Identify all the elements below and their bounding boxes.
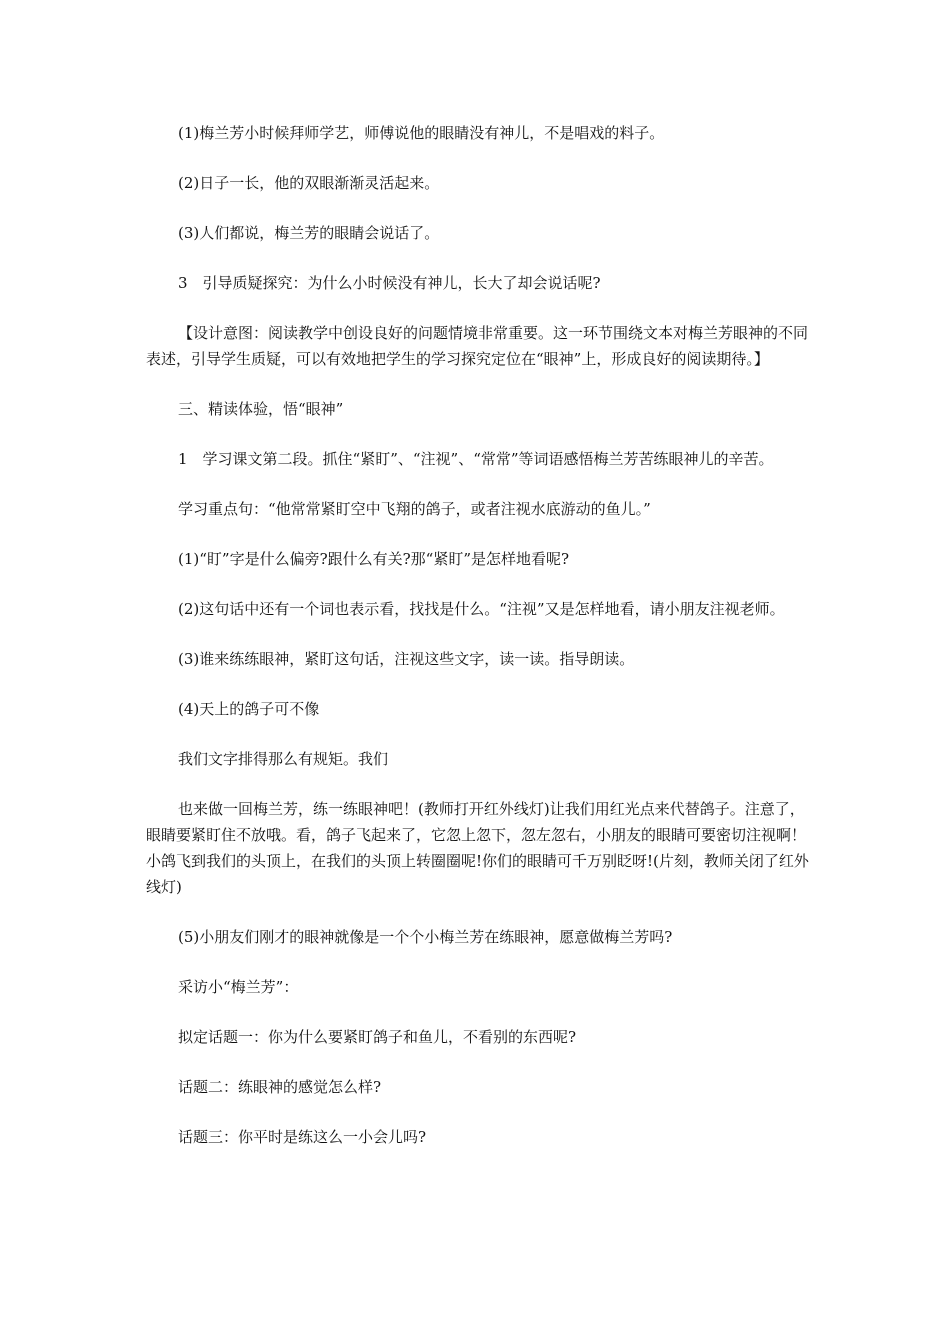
- paragraph-1: (1)梅兰芳小时候拜师学艺，师傅说他的眼睛没有神儿，不是唱戏的料子。: [178, 124, 665, 142]
- paragraph-7: 1 学习课文第二段。抓住“紧盯”、“注视”、“常常”等词语感悟梅兰芳苦练眼神儿的辛苦。: [178, 450, 774, 468]
- paragraph-4: 3 引导质疑探究：为什么小时候没有神儿，长大了却会说话呢?: [178, 274, 601, 292]
- question-2: (2)这句话中还有一个词也表示看，找找是什么。“注视”又是怎样地看，请小朋友注视老师。: [178, 600, 785, 618]
- topic-2: 话题二：练眼神的感觉怎么样?: [178, 1078, 382, 1096]
- question-4: (4)天上的鸽子可不像: [178, 700, 320, 718]
- key-sentence: 学习重点句：“他常常紧盯空中飞翔的鸽子，或者注视水底游动的鱼儿。”: [178, 500, 651, 518]
- question-3: (3)谁来练练眼神，紧盯这句话，注视这些文字，读一读。指导朗读。: [178, 650, 635, 668]
- question-5: (5)小朋友们刚才的眼神就像是一个个小梅兰芳在练眼神，愿意做梅兰芳吗?: [178, 928, 673, 946]
- paragraph-3: (3)人们都说，梅兰芳的眼睛会说话了。: [178, 224, 440, 242]
- section-heading: 三、精读体验，悟“眼神”: [178, 400, 344, 418]
- topic-3: 话题三：你平时是练这么一小会儿吗?: [178, 1128, 427, 1146]
- interview-heading: 采访小“梅兰芳”：: [178, 978, 299, 996]
- paragraph-13: 我们文字排得那么有规矩。我们: [178, 750, 389, 768]
- topic-1: 拟定话题一：你为什么要紧盯鸽子和鱼儿，不看别的东西呢?: [178, 1028, 577, 1046]
- activity-paragraph: 也来做一回梅兰芳，练一练眼神吧！(教师打开红外线灯)让我们用红光点来代替鸽子。注意了，眼睛要紧盯住不放哦。看，鸽子飞起来了，它忽上忽下，忽左忽右，小朋友的眼睛可要密切注视啊！小鸽飞到我们的头顶上，在我们的头顶上转圈圈呢!你们的眼睛可千万别眨呀!(片刻，教师关闭了红外线灯): [146, 800, 809, 896]
- design-intent-note: 【设计意图：阅读教学中创设良好的问题情境非常重要。这一环节围绕文本对梅兰芳眼神的不同表述，引导学生质疑，可以有效地把学生的学习探究定位在“眼神”上，形成良好的阅读期待。】: [146, 324, 809, 368]
- paragraph-2: (2)日子一长，他的双眼渐渐灵活起来。: [178, 174, 440, 192]
- question-1: (1)“盯”字是什么偏旁?跟什么有关?那“紧盯”是怎样地看呢?: [178, 550, 570, 568]
